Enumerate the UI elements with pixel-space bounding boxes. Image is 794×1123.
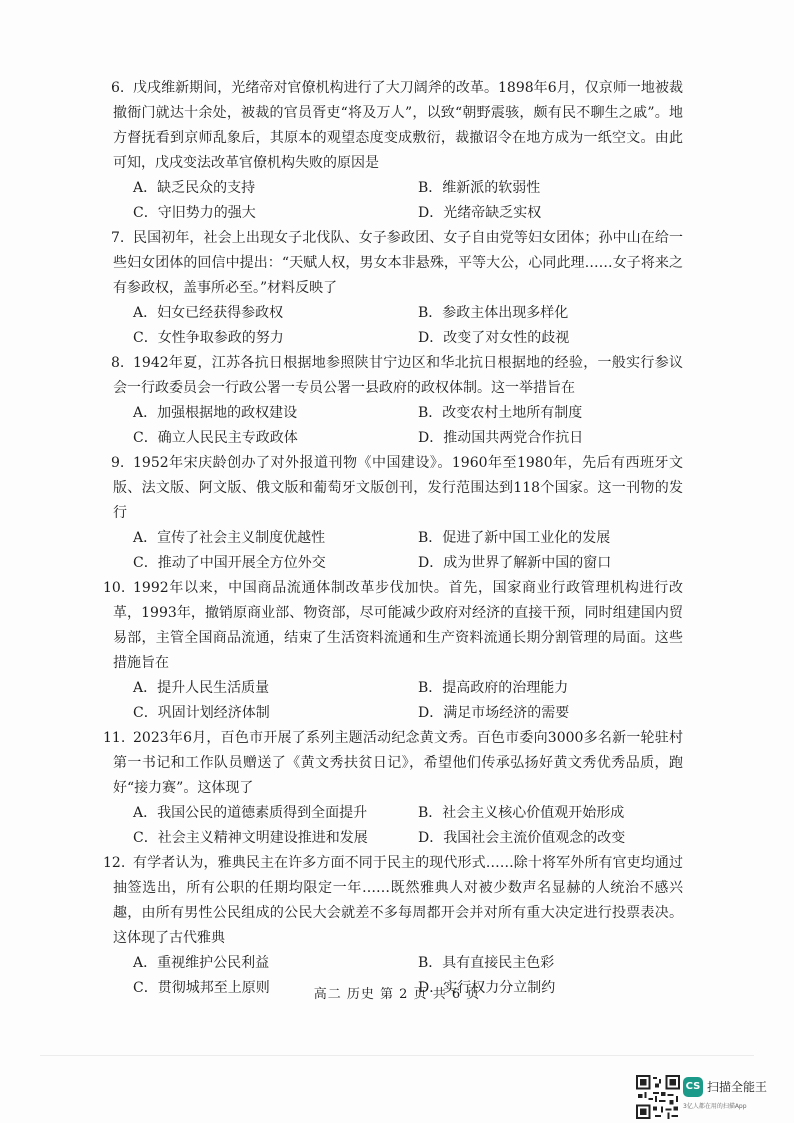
option-group xyxy=(113,801,683,851)
option-group xyxy=(113,526,683,576)
question-stem: 1952年宋庆龄创办了对外报道刊物《中国建设》。1960年至1980年，先后有西班牙文版、法文版、阿文版、俄文版和葡萄牙文版创刊，发行范围达到118个国家。这一刊物的发行 xyxy=(113,455,683,521)
question-stem: 戊戌维新期间，光绪帝对官僚机构进行了大刀阔斧的改革。1898年6月，仅京师一地被裁撤衙门就达十余处，被裁的官员胥吏“将及万人”，以致“朝野震骇，颇有民不聊生之戚”。地方督抚看到京师乱象后，其原本的观望态度变成敷衍，裁撤诏令在地方成为一纸空文。由此可知，戊戌变法改革官僚机构失败的原因是 xyxy=(113,80,683,171)
answer-option: B．促进了新中国工业化的发展 xyxy=(418,530,611,546)
answer-option: B．具有直接民主色彩 xyxy=(418,955,555,971)
question-item xyxy=(103,851,683,1001)
question-number: 6. xyxy=(111,80,125,96)
answer-option: C．社会主义精神文明建设推进和发展 xyxy=(133,830,368,846)
question-number: 12. xyxy=(103,855,126,871)
question-list xyxy=(103,76,683,1001)
answer-option: A．加强根据地的政权建设 xyxy=(133,405,298,421)
answer-option: B．参政主体出现多样化 xyxy=(418,305,569,321)
question-stem: 1992年以来，中国商品流通体制改革步伐加快。首先，国家商业行政管理机构进行改革，1993年，撤销原商业部、物资部，尽可能减少政府对经济的直接干预，同时组建国内贸易部，主管全国商品流通，结束了生活资料流通和生产资料流通长期分割管理的局面。这些措施旨在 xyxy=(113,580,683,671)
answer-option: B．提高政府的治理能力 xyxy=(418,680,569,696)
option-group xyxy=(113,301,683,351)
question-stem: 民国初年，社会上出现女子北伐队、女子参政团、女子自由党等妇女团体；孙中山在给一些妇女团体的回信中提出：“天赋人权，男女本非悬殊，平等大公，心同此理……女子将来之有参政权，盖事所必至。”材料反映了 xyxy=(113,230,683,296)
answer-option: C．女性争取参政的努力 xyxy=(133,330,284,346)
question-item xyxy=(113,351,683,451)
answer-option: B．社会主义核心价值观开始形成 xyxy=(418,805,625,821)
scanner-app-name: 扫描全能王 xyxy=(707,1080,768,1094)
answer-option: A．宣传了社会主义制度优越性 xyxy=(133,530,326,546)
question-item xyxy=(113,76,683,226)
question-stem: 2023年6月，百色市开展了系列主题活动纪念黄文秀。百色市委向3000多名新一轮驻村第一书记和工作队员赠送了《黄文秀扶贫日记》，希望他们传承弘扬好黄文秀优秀品质，跑好“接力赛”。这体现了 xyxy=(113,730,683,796)
answer-option: C．守旧势力的强大 xyxy=(133,205,256,221)
answer-option: A．提升人民生活质量 xyxy=(133,680,270,696)
answer-option: C．贯彻城邦至上原则 xyxy=(133,980,270,996)
question-item xyxy=(103,726,683,851)
answer-option: D．我国社会主流价值观念的改变 xyxy=(418,830,626,846)
option-group xyxy=(113,676,683,726)
question-number: 8. xyxy=(111,355,125,371)
answer-option: A．重视维护公民利益 xyxy=(133,955,270,971)
answer-option: D．光绪帝缺乏实权 xyxy=(418,205,542,221)
answer-option: D．成为世界了解新中国的窗口 xyxy=(418,555,612,571)
question-item xyxy=(103,576,683,726)
answer-option: C．巩固计划经济体制 xyxy=(133,705,270,721)
option-group xyxy=(113,176,683,226)
answer-option: A．缺乏民众的支持 xyxy=(133,180,256,196)
answer-option: D．改变了对女性的歧视 xyxy=(418,330,570,346)
answer-option: D．满足市场经济的需要 xyxy=(418,705,570,721)
answer-option: D．推动国共两党合作抗日 xyxy=(418,430,584,446)
question-number: 7. xyxy=(111,230,125,246)
option-group xyxy=(113,401,683,451)
question-item xyxy=(113,451,683,576)
question-number: 11. xyxy=(103,730,126,746)
answer-option: A．妇女已经获得参政权 xyxy=(133,305,284,321)
scanner-logo-icon: CS xyxy=(683,1077,703,1097)
answer-option: B．维新派的软弱性 xyxy=(418,180,541,196)
divider xyxy=(40,1055,754,1056)
question-stem: 有学者认为，雅典民主在许多方面不同于民主的现代形式……除十将军外所有官吏均通过抽签选出，所有公职的任期均限定一年……既然雅典人对被少数声名显赫的人统治不感兴趣，由所有男性公民组成的公民大会就差不多每周都开会并对所有重大决定进行投票表决。这体现了古代雅典 xyxy=(113,855,683,946)
question-number: 10. xyxy=(103,580,126,596)
answer-option: D．实行权力分立制约 xyxy=(418,980,556,996)
question-stem: 1942年夏，江苏各抗日根据地参照陕甘宁边区和华北抗日根据地的经验，一般实行参议会一行政委员会一行政公署一专员公署一县政府的政权体制。这一举措旨在 xyxy=(113,355,683,396)
qr-code-icon xyxy=(636,1075,680,1119)
answer-option: A．我国公民的道德素质得到全面提升 xyxy=(133,805,368,821)
page-footer: 高二 历史 第 2 页 共 6 页 xyxy=(313,987,481,1002)
answer-option: B．改变农村土地所有制度 xyxy=(418,405,583,421)
scanner-tagline: 3亿人都在用的扫描App xyxy=(683,1103,747,1110)
question-number: 9. xyxy=(111,455,125,471)
question-item xyxy=(113,226,683,351)
answer-option: C．推动了中国开展全方位外交 xyxy=(133,555,326,571)
answer-option: C．确立人民民主专政政体 xyxy=(133,430,298,446)
